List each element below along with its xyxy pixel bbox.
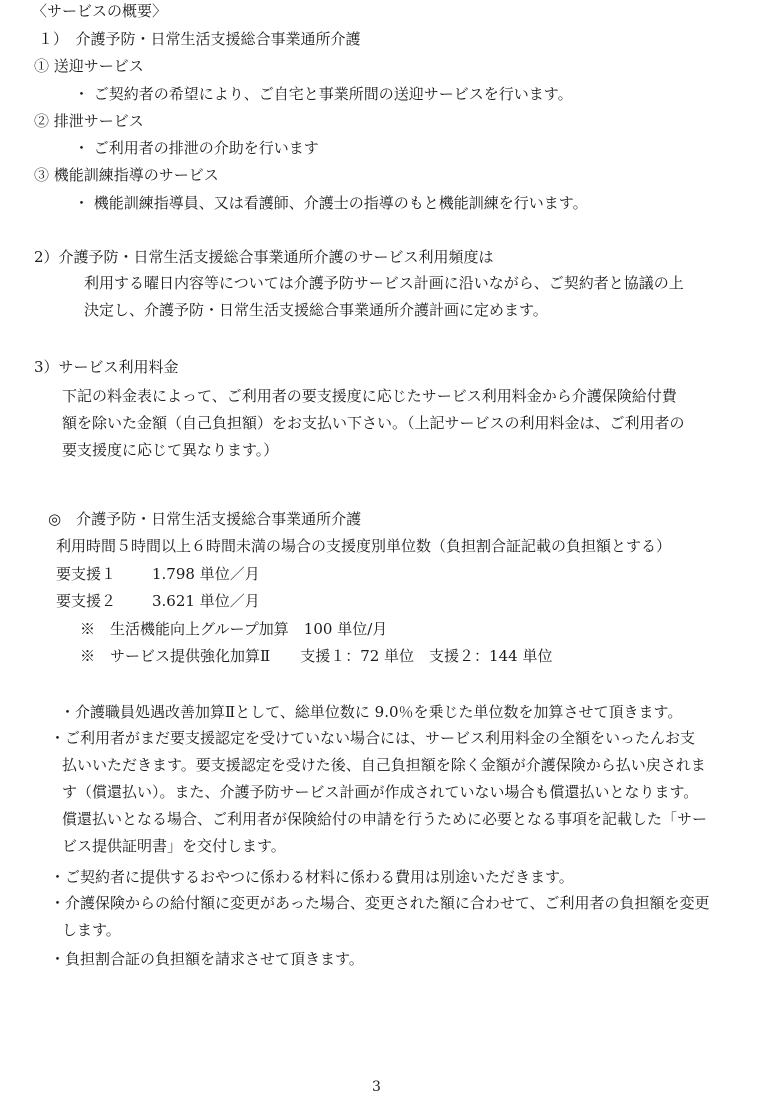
section2-body xyxy=(84,270,684,324)
note-unapproved xyxy=(50,725,707,860)
item-label-excretion: ② 排泄サービス xyxy=(34,112,144,130)
fee-title: ◎ 介護予防・日常生活支援総合事業通所介護 xyxy=(48,510,362,528)
section2-title: 2）介護予防・日常生活支援総合事業通所介護のサービス利用頻度は xyxy=(34,248,494,266)
note-line: 払いいただきます。要支援認定を受けた後、自己負担額を除く金額が介護保険から払い戻されま xyxy=(62,756,706,774)
section3-body-line: 額を除いた金額（自己負担額）をお支払い下さい。（上記サービスの利用料金は、ご利用者の xyxy=(62,414,685,432)
note-billing: ・負担割合証の負担額を請求させて頂きます。 xyxy=(50,950,364,968)
item-bullet-transport: ・ ご契約者の希望により、ご自宅と事業所間の送迎サービスを行います。 xyxy=(74,85,573,103)
note-line: ・ご利用者がまだ要支援認定を受けていない場合には、サービス利用料金の全額をいったんお支 xyxy=(50,729,696,747)
note-line: ・介護保険からの給付額に変更があった場合、変更された額に合わせて、ご利用者の負担額を変更 xyxy=(50,894,710,912)
item-label-training: ③ 機能訓練指導のサービス xyxy=(34,166,219,184)
note-line: ビス提供証明書」を交付します。 xyxy=(62,837,286,855)
section3-body xyxy=(62,383,685,464)
page-heading: 〈サービスの概要〉 xyxy=(32,2,168,20)
section2-body-line: 利用する曜日内容等については介護予防サービス計画に沿いながら、ご契約者と協議の上 xyxy=(84,274,684,292)
note-line: 償還払いとなる場合、ご利用者が保険給付の申請を行うために必要となる事項を記載した「サー xyxy=(62,810,708,828)
item-label-transport: ① 送迎サービス xyxy=(34,57,144,75)
fee-note: 利用時間５時間以上６時間未満の場合の支援度別単位数（負担割合証記載の負担額とする） xyxy=(56,537,672,555)
note-line: します。 xyxy=(62,921,121,939)
note-snack-cost: ・ご契約者に提供するおやつに係わる材料に係わる費用は別途いただきます。 xyxy=(50,868,574,886)
section3-title: 3）サービス利用料金 xyxy=(34,358,179,376)
note-treatment-improvement: ・介護職員処遇改善加算Ⅱとして、総単位数に 9.0％を乗じた単位数を加算させて頂きます。 xyxy=(60,703,683,721)
rate-label-1: 要支援１ xyxy=(56,565,117,583)
section3-body-line: 要支援度に応じて異なります。） xyxy=(62,441,279,459)
rate-value-1: 1.798 単位／月 xyxy=(152,565,260,583)
addition-1: ※ 生活機能向上グループ加算 100 単位/月 xyxy=(80,620,388,638)
note-line: す（償還払い）。また、介護予防サービス計画が作成されていない場合も償還払いとなります。 xyxy=(62,783,699,801)
rate-label-2: 要支援２ xyxy=(56,592,117,610)
section3-body-line: 下記の料金表によって、ご利用者の要支援度に応じたサービス利用料金から介護保険給付費 xyxy=(62,387,677,405)
item-bullet-training: ・ 機能訓練指導員、又は看護師、介護士の指導のもと機能訓練を行います。 xyxy=(74,194,588,212)
rate-value-2: 3.621 単位／月 xyxy=(152,592,260,610)
note-benefit-change xyxy=(50,890,710,944)
page-number: 3 xyxy=(372,1079,381,1095)
section1-title: １） 介護予防・日常生活支援総合事業通所介護 xyxy=(38,30,361,48)
section2-body-line: 決定し、介護予防・日常生活支援総合事業通所介護計画に定めます。 xyxy=(84,301,548,319)
addition-2: ※ サービス提供強化加算Ⅱ 支援１：72 単位 支援２：144 単位 xyxy=(80,647,553,665)
item-bullet-excretion: ・ ご利用者の排泄の介助を行います xyxy=(74,139,319,157)
